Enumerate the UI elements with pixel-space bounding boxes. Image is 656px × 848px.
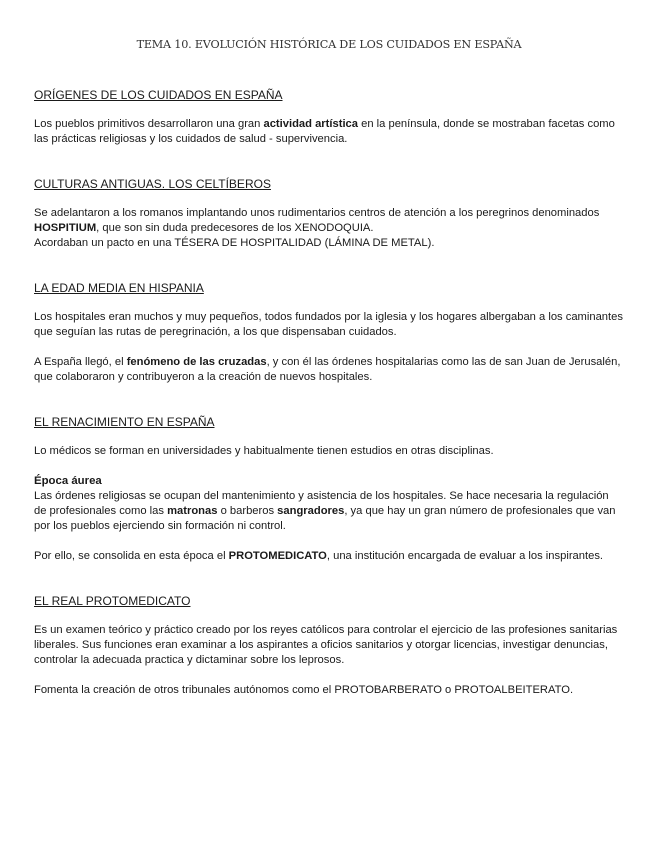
subheading: Época áurea [34, 475, 102, 487]
paragraph: Se adelantaron a los romanos implantando unos rudimentarios centros de atención a los peregrinos denominados HOSPITIUM, que son sin duda predecesores de los XENODOQUIA. Acordaban un pacto en una TÉSERA DE HOSPITALIDAD (LÁMINA DE METAL). [34, 207, 600, 249]
section-culturas-antiguas [34, 177, 624, 251]
paragraph: A España llegó, el fenómeno de las cruzadas, y con él las órdenes hospitalarias como las de san Juan de Jerusalén, que colaboraron y contribuyeron a la creación de nuevos hospitales. [34, 356, 621, 383]
paragraph: Lo médicos se forman en universidades y habitualmente tienen estudios en otras disciplinas. [34, 445, 494, 457]
bold-term: sangradores [277, 505, 345, 517]
paragraph: Por ello, se consolida en esta época el PROTOMEDICATO, una institución encargada de evaluar a los inspirantes. [34, 550, 604, 562]
bold-term: HOSPITIUM [34, 222, 97, 234]
section-origenes [34, 88, 624, 147]
section-heading: EL RENACIMIENTO EN ESPAÑA [34, 415, 215, 429]
paragraph: Es un examen teórico y práctico creado por los reyes católicos para controlar el ejercicio de las profesiones sanitarias liberales. Sus funciones eran examinar a los aspirantes a oficios sanitarios y otorgar licencias, investigar denuncias, controlar la adecuada practica y dictaminar sobre los leprosos. [34, 624, 618, 666]
section-heading: CULTURAS ANTIGUAS. LOS CELTÍBEROS [34, 177, 271, 191]
section-renacimiento [34, 415, 624, 564]
paragraph: Fomenta la creación de otros tribunales autónomos como el PROTOBARBERATO o PROTOALBEITERATO. [34, 684, 574, 696]
section-edad-media [34, 281, 624, 385]
bold-term: actividad artística [263, 118, 358, 130]
bold-term: matronas [167, 505, 218, 517]
document-title: TEMA 10. EVOLUCIÓN HISTÓRICA DE LOS CUIDADOS EN ESPAÑA [136, 38, 522, 51]
bold-term: PROTOMEDICATO [228, 550, 327, 562]
bold-term: fenómeno de las cruzadas [126, 356, 267, 368]
paragraph: Las órdenes religiosas se ocupan del mantenimiento y asistencia de los hospitales. Se hace necesaria la regulación de profesionales como las matronas o barberos sangradores, ya que hay un gran número de profesionales que van por los pueblos ejerciendo sin formación ni control. [34, 490, 616, 532]
paragraph: Los pueblos primitivos desarrollaron una gran actividad artística en la península, donde se mostraban facetas como las prácticas religiosas y los cuidados de salud - supervivencia. [34, 118, 615, 145]
section-heading: LA EDAD MEDIA EN HISPANIA [34, 281, 204, 295]
section-heading: ORÍGENES DE LOS CUIDADOS EN ESPAÑA [34, 88, 283, 102]
section-real-protomedicato [34, 594, 624, 698]
paragraph: Los hospitales eran muchos y muy pequeños, todos fundados por la iglesia y los hogares albergaban a los caminantes que seguían las rutas de peregrinación, a los que dispensaban cuidados. [34, 311, 623, 338]
section-heading: EL REAL PROTOMEDICATO [34, 594, 191, 608]
